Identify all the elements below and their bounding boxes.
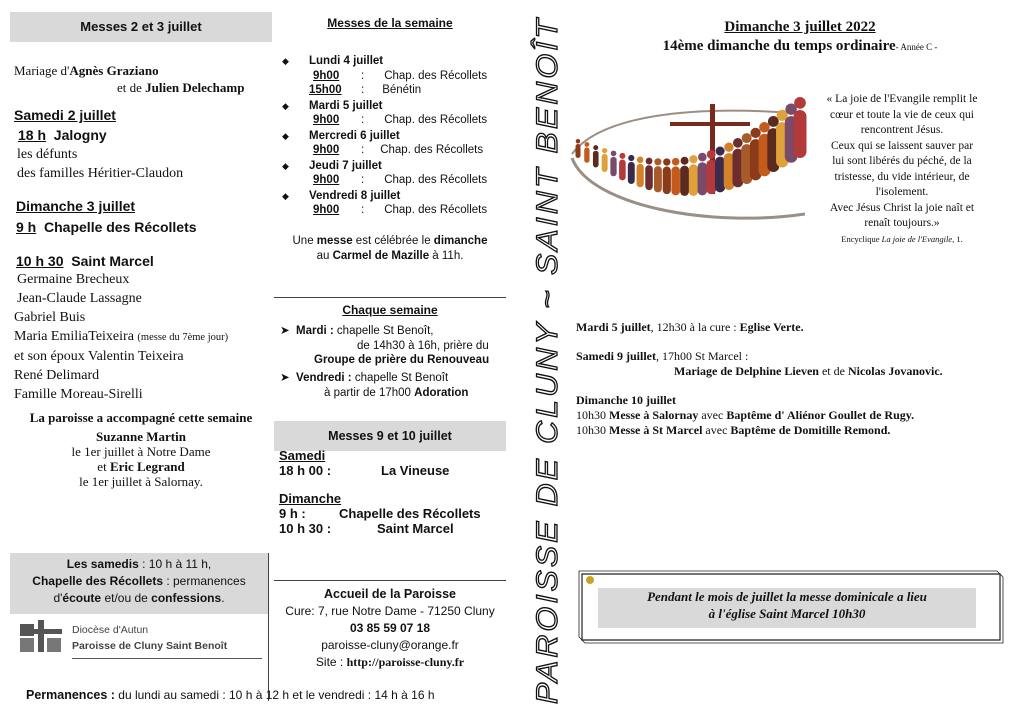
liturgical-year: - Année C - [895,42,938,52]
confessions-box [10,553,268,614]
crowd-figure [671,166,680,195]
arrow-bullet-icon: ➤ [280,325,290,337]
mass-sep: : [361,84,365,96]
wedding-announcement [14,62,272,96]
confessions-text: : permanences [163,574,246,588]
saturday-mass [18,127,107,143]
intention-line: Gabriel Buis [14,310,86,325]
crowd-figure-head [742,133,752,143]
crowd-figure [645,165,653,190]
mass-time: 9 h : [279,506,306,521]
mass-time: 18 h 00 : [279,463,332,478]
carmel-text: au [316,250,333,262]
notice-text [598,588,976,628]
parish-name: Paroisse de Cluny Saint Benoît [72,640,228,652]
weekly-item [280,371,506,400]
quote-line: renaît toujours.» [864,217,940,229]
divider [274,297,506,298]
confessions-text: confessions [151,591,222,605]
saturday-heading: Samedi 2 juillet [14,107,116,123]
crowd-figure-head [716,147,725,156]
divider [72,658,262,659]
crowd-figure [584,147,589,162]
next-weekend-header: Messes 9 et 10 juillet [274,421,506,451]
saturday-intentions [17,145,183,183]
crowd-figure [602,154,608,172]
weekly-text: Groupe de prière du Renouveau [314,354,490,366]
quote-line: lui sont libérés du péché, de la [832,155,972,167]
crowd-figure-head [619,153,625,159]
diamond-bullet-icon: ◆ [282,190,289,201]
intention-line: Jean-Claude Lassagne [17,291,142,306]
mass-time: 9h00 [313,174,340,186]
intention-note: (messe du 7ème jour) [137,332,229,343]
carmel-text: à 11h. [429,250,464,262]
quote-line: Ceux qui se laissent sauver par [830,139,974,152]
confessions-place: Chapelle des Récollets [32,574,163,588]
quote-block [800,92,1004,247]
event-item: Mardi 5 juillet, 12h30 à la cure : Eglise Verte. [576,320,804,334]
day-item [276,159,506,188]
diamond-bullet-icon: ◆ [282,56,289,66]
confessions-text: et/ou de [101,591,152,605]
carmel-place: Carmel de Mazille [332,250,430,262]
day-name: Lundi 4 juillet [309,55,384,67]
saturday-mass-time: 18 h [18,127,47,143]
funerals-heading: La paroisse a accompagné cette semaine [29,410,253,425]
contact-title: Accueil de la Paroisse [323,587,456,601]
contact-email[interactable]: paroisse-cluny@orange.fr [321,638,459,652]
sunday-intentions [14,270,270,404]
next-saturday-heading: Samedi [279,448,326,463]
crowd-figure [680,166,689,196]
diamond-bullet-icon: ◆ [282,160,289,171]
mass-place: Chap. des Récollets [384,69,488,82]
mass-place: Chap. des Récollets [384,174,488,186]
confessions-hours: : 10 h à 11 h, [138,557,212,571]
groom-name: Julien Delechamp [145,80,245,95]
diocese-logo-block [18,620,268,670]
sunday-mass-1-time: 9 h [16,219,37,235]
mass-time: 9h00 [313,144,340,156]
crowd-figure [576,144,581,158]
notice-line: Pendant le mois de juillet la messe dominicale a lieu [647,589,927,604]
weekly-text: de 14h30 à 16h, prière du [357,339,489,352]
office-hours-text: du lundi au samedi : 10 h à 12 h et le vendredi : 14 h à 16 h [114,688,435,702]
weekly-day: Vendredi : [296,372,352,384]
confessions-text: . [221,591,225,605]
diamond-bullet-icon: ◆ [282,100,289,111]
crowd-figure [628,162,635,184]
crowd-figure-head [576,139,581,144]
deceased-name: Eric Legrand [109,459,185,474]
weekly-text: Adoration [414,386,469,399]
quote-line: l'isolement. [875,186,929,198]
mass-sep: : [361,144,365,156]
weekly-item [280,324,506,368]
crowd-figure-head [628,155,634,161]
event-item: Samedi 9 juillet, 17h00 St Marcel : Mariage de Delphine Lieven et de Nicolas Jovanovic. [576,349,943,378]
confessions-text: écoute [62,591,102,605]
next-weekend-masses [279,448,505,536]
mass-time: 15h00 [309,84,342,96]
crowd-figure-head [646,158,653,165]
diamond-bullet-icon: ◆ [282,130,289,141]
wedding-conj: et de [117,80,142,95]
sunday-mass-2-time: 10 h 30 [16,253,64,269]
sunday-mass-2 [16,253,154,269]
mass-place: Chap. des Récollets [384,114,488,126]
mass-sep: : [361,174,365,186]
funerals-section [10,410,272,489]
day-name: Mercredi 6 juillet [309,129,400,142]
notice-line: à l'église Saint Marcel 10h30 [708,606,866,621]
carmel-mass-note [274,234,506,264]
day-item [276,129,506,158]
divider [274,580,506,581]
crowd-figure [698,162,707,195]
intention-line: René Delimard [14,368,100,383]
crowd-figure [663,167,671,195]
liturgical-sunday: 14ème dimanche du temps ordinaire [662,38,896,54]
weekly-text: à partir de 17h00 [324,386,415,399]
day-name: Mardi 5 juillet [309,99,383,112]
crowd-figure [619,160,626,181]
mass-place: Chap. des Récollets [384,204,488,216]
crowd-figure [654,166,662,192]
sunday-mass-2-place: Saint Marcel [71,253,154,269]
crowd-figure-head [584,142,589,147]
day-name: Jeudi 7 juillet [309,159,382,172]
crowd-figure [715,157,725,193]
quote-line: cœur et toute la vie de ceux qui [829,108,974,121]
carmel-text: messe [316,235,353,247]
crowd-figure-head [724,143,733,152]
weekly-activities-title: Chaque semaine [342,303,438,317]
sunday-date: Dimanche 3 juillet 2022 [724,19,876,35]
event-item: Dimanche 10 juillet 10h30 Messe à Salornay avec Baptême d' Aliénor Goullet de Rugy. 10h30 Messe à St Marcel avec Baptême de Domitille Remond. [576,393,915,437]
weekly-day: Mardi : [296,325,334,337]
crowd-figure-head [681,157,689,165]
crowd-figure-head [672,158,680,166]
divider [268,553,269,701]
weekly-text: chapelle St Benoît, [333,325,434,337]
diocese-logo-icon [18,620,64,654]
intention-line: Germaine Brecheux [17,272,130,287]
crowd-figure-head [611,151,617,157]
arrow-bullet-icon: ➤ [280,372,290,384]
deceased-detail: le 1er juillet à Salornay. [79,474,203,489]
mass-time: 9h00 [313,69,340,82]
vertical-title-text: PAROISSE DE CLUNY ~ SAINT BENOÎT [531,54,564,704]
weekday-masses-title: Messes de la semaine [327,16,453,30]
mass-place: Bénétin [382,84,422,96]
quote-line: tristesse, du vide intérieur, de [834,170,970,183]
vertical-parish-title [519,6,571,716]
contact-site-label: Site : [315,655,347,669]
contact-site-link[interactable]: http://paroisse-cluny.fr [346,655,465,669]
sunday-mass-1-place: Chapelle des Récollets [44,219,197,235]
crowd-figure-head [593,145,598,150]
quote-reference: Encyclique La joie de l'Evangile, 1. [841,233,963,244]
wedding-prefix: Mariage d' [14,63,70,78]
masses-weekend-header: Messes 2 et 3 juillet [10,12,272,42]
deceased-name: Suzanne Martin [96,429,186,444]
intention-line: et son époux Valentin Teixeira [14,349,184,364]
crowd-figure-head [698,153,707,162]
crowd-figure [706,160,716,194]
crowd-figure [610,157,616,176]
mass-sep: : [361,69,365,82]
crowd-figure [689,164,698,196]
mass-time: 10 h 30 : [279,521,332,536]
mass-place: Saint Marcel [377,521,454,536]
contact-phone[interactable]: 03 85 59 07 18 [349,621,431,635]
july-mass-notice [576,568,1006,648]
weekday-masses-list [276,54,506,218]
sunday-date-block [640,18,960,57]
mass-place: La Vineuse [381,463,450,478]
mass-place: Chap. des Récollets [380,144,484,156]
quote-line: rencontrent Jésus. [860,124,944,136]
upcoming-events [576,320,1006,452]
quote-line: Avec Jésus Christ la joie naît et [829,201,975,214]
intention-line: Famille Moreau-Sirelli [14,387,143,402]
next-sunday-heading: Dimanche [279,491,342,506]
saturday-mass-place: Jalogny [53,127,107,143]
crowd-figure-head [689,155,697,163]
crowd-cross-illustration [570,96,810,236]
crowd-figure-head [759,122,770,133]
mass-place: Chapelle des Récollets [339,506,481,521]
day-item [276,54,506,98]
weekly-text: chapelle St Benoît [351,372,449,384]
funerals-conj: et [97,459,107,474]
mass-time: 9h00 [313,204,340,216]
office-hours-label: Permanences : [26,688,115,702]
intention-line: Maria EmiliaTeixeira (messe du 7ème jour) [14,329,229,344]
confessions-text: d' [53,591,63,605]
day-item [276,99,506,128]
contact-address: Cure: 7, rue Notre Dame - 71250 Cluny [285,604,495,618]
mass-time: 9h00 [313,114,340,126]
crowd-figure-head [707,150,716,159]
crowd-figure [637,164,644,188]
crowd-figure-head [637,157,644,164]
carmel-text: est célébrée le [352,235,434,247]
crowd-figure [593,151,599,168]
sunday-mass-1 [16,219,197,235]
crowd-figure-head [654,158,661,165]
diocese-name: Diocèse d'Autun [72,624,149,636]
carmel-text: dimanche [433,235,488,247]
confessions-days: Les samedis [66,557,139,571]
intention-line: les défunts [17,147,78,162]
day-item [276,189,506,218]
carmel-text: Une [292,235,317,247]
mass-sep: : [361,114,365,126]
parish-contact [274,586,506,671]
crowd-figure-head [733,138,743,148]
mass-sep: : [361,204,365,216]
intention-line: des familles Héritier-Claudon [17,166,184,181]
day-name: Vendredi 8 juillet [309,189,401,202]
deceased-detail: le 1er juillet à Notre Dame [71,444,211,459]
crowd-figure-head [750,128,760,138]
quote-line: « La joie de l'Evangile remplit le [826,93,978,105]
sunday-heading: Dimanche 3 juillet [16,198,136,214]
bride-name: Agnès Graziano [69,63,159,78]
crowd-figure-head [602,148,607,153]
crowd-figure-head [663,158,670,165]
